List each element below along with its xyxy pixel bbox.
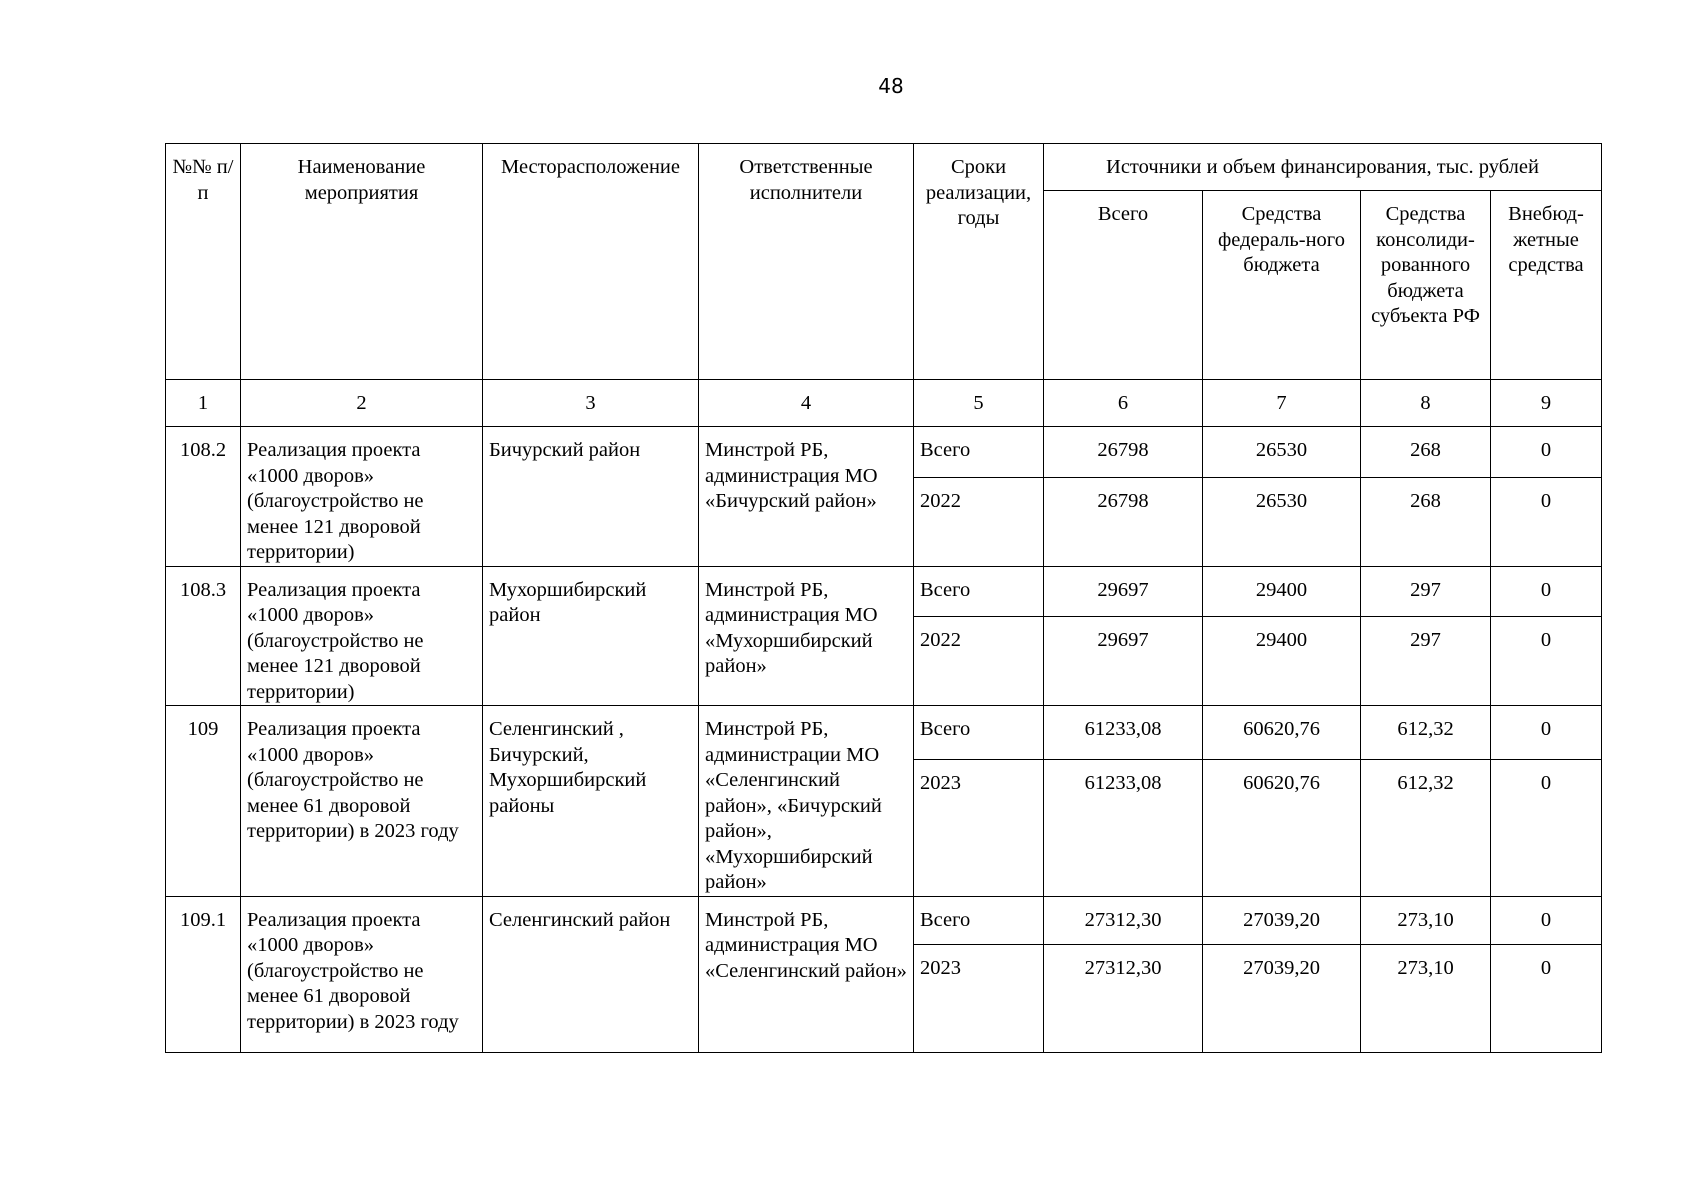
row-extra: 0 — [1491, 896, 1602, 944]
row-extra: 0 — [1491, 944, 1602, 1052]
row-name: Реализация проекта «1000 дворов» (благоустройство не менее 61 дворовой территории) в 2023 году — [241, 896, 483, 1052]
table-row — [166, 896, 1602, 944]
row-extra: 0 — [1491, 566, 1602, 617]
row-period: 2022 — [914, 617, 1044, 706]
column-number-row — [166, 380, 1602, 427]
row-responsible: Минстрой РБ, администрация МО «Бичурский район» — [699, 427, 914, 567]
header-row — [166, 144, 1602, 191]
row-extra: 0 — [1491, 760, 1602, 896]
row-location: Мухоршибирский район — [483, 566, 699, 706]
header-sources: Источники и объем финансирования, тыс. рублей — [1044, 144, 1602, 191]
row-responsible: Минстрой РБ, администрации МО «Селенгинский район», «Бичурский район», «Мухоршибирский район» — [699, 706, 914, 897]
row-no: 109.1 — [166, 896, 241, 1052]
row-location: Бичурский район — [483, 427, 699, 567]
header-extra: Внебюд-жетные средства — [1491, 191, 1602, 380]
header-total: Всего — [1044, 191, 1203, 380]
row-responsible: Минстрой РБ, администрация МО «Мухоршибирский район» — [699, 566, 914, 706]
column-number: 3 — [483, 380, 699, 427]
row-federal: 27039,20 — [1203, 896, 1361, 944]
row-federal: 27039,20 — [1203, 944, 1361, 1052]
row-total: 61233,08 — [1044, 706, 1203, 760]
row-total: 29697 — [1044, 566, 1203, 617]
row-total: 26798 — [1044, 477, 1203, 566]
row-regional: 297 — [1361, 566, 1491, 617]
row-extra: 0 — [1491, 617, 1602, 706]
column-number: 4 — [699, 380, 914, 427]
row-extra: 0 — [1491, 427, 1602, 478]
table-row — [166, 706, 1602, 760]
header-no: №№ п/п — [166, 144, 241, 380]
header-responsible: Ответственные исполнители — [699, 144, 914, 380]
row-extra: 0 — [1491, 477, 1602, 566]
row-location: Селенгинский , Бичурский, Мухоршибирский районы — [483, 706, 699, 897]
row-responsible: Минстрой РБ, администрация МО «Селенгинский район» — [699, 896, 914, 1052]
row-regional: 268 — [1361, 477, 1491, 566]
row-total: 61233,08 — [1044, 760, 1203, 896]
row-total: 26798 — [1044, 427, 1203, 478]
page-number: 48 — [878, 74, 904, 98]
column-number: 7 — [1203, 380, 1361, 427]
row-regional: 612,32 — [1361, 760, 1491, 896]
column-number: 8 — [1361, 380, 1491, 427]
row-federal: 29400 — [1203, 617, 1361, 706]
row-no: 108.3 — [166, 566, 241, 706]
column-number: 6 — [1044, 380, 1203, 427]
row-extra: 0 — [1491, 706, 1602, 760]
row-total: 29697 — [1044, 617, 1203, 706]
column-number: 5 — [914, 380, 1044, 427]
row-period: 2023 — [914, 944, 1044, 1052]
row-regional: 268 — [1361, 427, 1491, 478]
row-federal: 60620,76 — [1203, 760, 1361, 896]
column-number: 1 — [166, 380, 241, 427]
row-name: Реализация проекта «1000 дворов» (благоустройство не менее 121 дворовой территории) — [241, 427, 483, 567]
row-regional: 273,10 — [1361, 896, 1491, 944]
table-row — [166, 566, 1602, 617]
header-terms: Сроки реализации, годы — [914, 144, 1044, 380]
header-name: Наименование мероприятия — [241, 144, 483, 380]
row-period: Всего — [914, 427, 1044, 478]
row-federal: 26530 — [1203, 477, 1361, 566]
row-no: 108.2 — [166, 427, 241, 567]
row-name: Реализация проекта «1000 дворов» (благоустройство не менее 121 дворовой территории) — [241, 566, 483, 706]
row-total: 27312,30 — [1044, 944, 1203, 1052]
column-number: 9 — [1491, 380, 1602, 427]
row-location: Селенгинский район — [483, 896, 699, 1052]
row-regional: 297 — [1361, 617, 1491, 706]
row-period: Всего — [914, 896, 1044, 944]
row-period: Всего — [914, 566, 1044, 617]
row-no: 109 — [166, 706, 241, 897]
row-regional: 612,32 — [1361, 706, 1491, 760]
row-regional: 273,10 — [1361, 944, 1491, 1052]
header-regional: Средства консолиди-рованного бюджета субъекта РФ — [1361, 191, 1491, 380]
financing-table — [165, 143, 1602, 1053]
row-federal: 26530 — [1203, 427, 1361, 478]
row-period: 2022 — [914, 477, 1044, 566]
row-name: Реализация проекта «1000 дворов» (благоустройство не менее 61 дворовой территории) в 2023 году — [241, 706, 483, 897]
header-federal: Средства федераль-ного бюджета — [1203, 191, 1361, 380]
row-federal: 60620,76 — [1203, 706, 1361, 760]
row-period: 2023 — [914, 760, 1044, 896]
row-period: Всего — [914, 706, 1044, 760]
header-location: Месторасположение — [483, 144, 699, 380]
row-total: 27312,30 — [1044, 896, 1203, 944]
column-number: 2 — [241, 380, 483, 427]
row-federal: 29400 — [1203, 566, 1361, 617]
table-row — [166, 427, 1602, 478]
